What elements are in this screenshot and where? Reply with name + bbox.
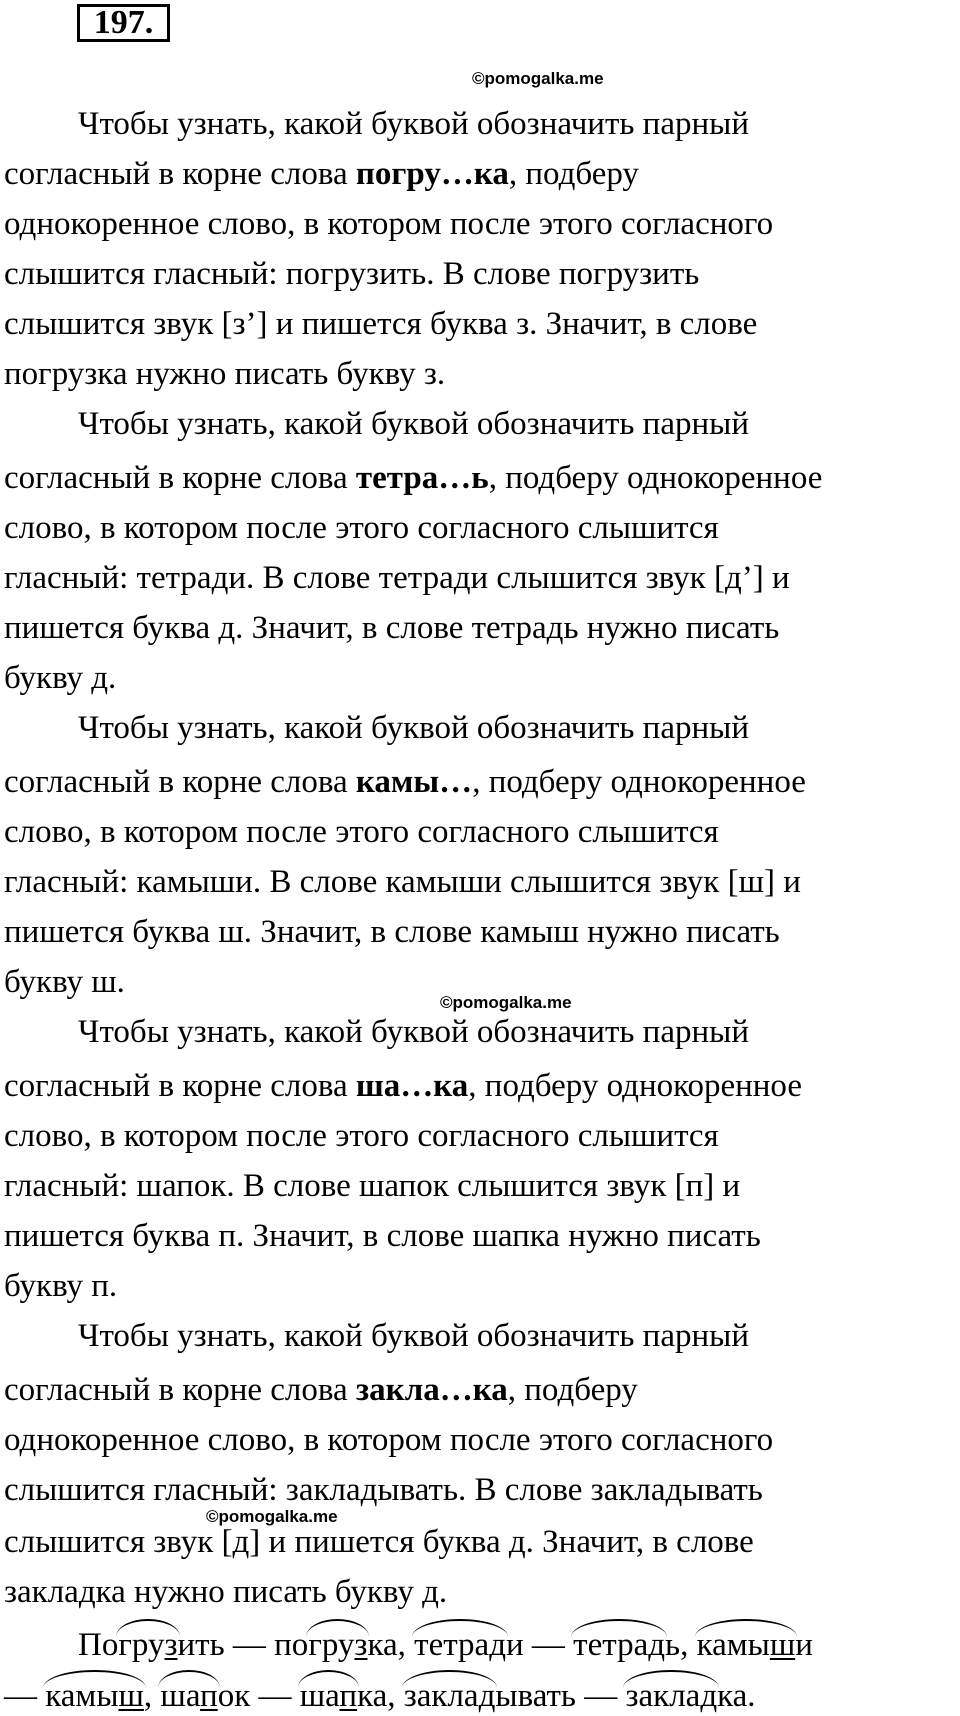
paragraph-4-line: пишется буква п. Значит, в слове шапка нужно писать bbox=[4, 1218, 761, 1254]
paragraph-1-line: слышится гласный: погрузить. В слове погрузить bbox=[4, 256, 700, 292]
watermark: ©pomogalka.me bbox=[206, 1507, 338, 1526]
summary-line: По грузить — по грузка, тетради — тетрадь, камыши bbox=[78, 1625, 813, 1665]
paragraph-5-line: слышится звук [д] и пишется буква д. Значит, в слове bbox=[4, 1524, 754, 1560]
paragraph-5-line: закладка нужно писать букву д. bbox=[4, 1574, 448, 1610]
paragraph-4-line: согласный в корне слова ша…ка, подберу однокоренное bbox=[4, 1068, 802, 1104]
watermark: ©pomogalka.me bbox=[440, 993, 572, 1012]
task-number: 197. bbox=[77, 4, 170, 42]
root-arc bbox=[695, 1619, 798, 1637]
paragraph-4-line: букву п. bbox=[4, 1268, 118, 1304]
paragraph-5-line: согласный в корне слова закла…ка, подберу bbox=[4, 1372, 638, 1408]
paragraph-2-line: согласный в корне слова тетра…ь, подберу однокоренное bbox=[4, 460, 823, 496]
summary-line: — камыш, шапок — шапка, закладывать — закладка. bbox=[4, 1676, 756, 1716]
word-root: шап bbox=[300, 1676, 357, 1716]
paragraph-3-line: букву ш. bbox=[4, 964, 125, 1000]
root-arc bbox=[298, 1670, 359, 1688]
word-root: камыш bbox=[45, 1676, 144, 1716]
word-root: шап bbox=[160, 1676, 217, 1716]
watermark: ©pomogalka.me bbox=[472, 69, 604, 88]
word-with-gap: погру…ка bbox=[355, 156, 509, 192]
root-arc bbox=[158, 1670, 219, 1688]
paragraph-5-line: Чтобы узнать, какой буквой обозначить парный bbox=[78, 1318, 749, 1354]
paragraph-1-line: согласный в корне слова погру…ка, подберу bbox=[4, 156, 639, 192]
paragraph-1-line: слышится звук [з’] и пишется буква з. Значит, в слове bbox=[4, 306, 758, 342]
word-root: камыш bbox=[697, 1625, 796, 1665]
paragraph-2-line: Чтобы узнать, какой буквой обозначить парный bbox=[78, 406, 749, 442]
paragraph-2-line: букву д. bbox=[4, 660, 117, 696]
root-arc bbox=[402, 1670, 498, 1688]
word-root: груз bbox=[308, 1625, 367, 1665]
word-root: заклад bbox=[404, 1676, 496, 1716]
root-arc bbox=[116, 1619, 179, 1637]
paragraph-2-line: пишется буква д. Значит, в слове тетрадь нужно писать bbox=[4, 610, 780, 646]
word-with-gap: тетра…ь bbox=[355, 460, 489, 496]
word-root: тетрад bbox=[573, 1625, 665, 1665]
paragraph-3-line: Чтобы узнать, какой буквой обозначить парный bbox=[78, 710, 749, 746]
paragraph-2-line: слово, в котором после этого согласного слышится bbox=[4, 510, 719, 546]
root-arc bbox=[571, 1619, 667, 1637]
word-with-gap: камы… bbox=[355, 764, 473, 800]
paragraph-1-line: Чтобы узнать, какой буквой обозначить парный bbox=[78, 106, 749, 142]
word-root: тетрад bbox=[414, 1625, 506, 1665]
root-arc bbox=[623, 1670, 719, 1688]
paragraph-3-line: слово, в котором после этого согласного слышится bbox=[4, 814, 719, 850]
word-with-gap: ша…ка bbox=[355, 1068, 469, 1104]
word-with-gap: закла…ка bbox=[355, 1372, 508, 1408]
paragraph-3-line: гласный: камыши. В слове камыши слышится звук [ш] и bbox=[4, 864, 801, 900]
paragraph-4-line: гласный: шапок. В слове шапок слышится звук [п] и bbox=[4, 1168, 741, 1204]
root-arc bbox=[306, 1619, 369, 1637]
root-arc bbox=[412, 1619, 508, 1637]
root-arc bbox=[43, 1670, 146, 1688]
paragraph-5-line: однокоренное слово, в котором после этого согласного bbox=[4, 1422, 774, 1458]
paragraph-4-line: Чтобы узнать, какой буквой обозначить парный bbox=[78, 1014, 749, 1050]
word-root: заклад bbox=[625, 1676, 717, 1716]
paragraph-2-line: гласный: тетради. В слове тетради слышится звук [д’] и bbox=[4, 560, 790, 596]
word-root: груз bbox=[118, 1625, 177, 1665]
paragraph-3-line: пишется буква ш. Значит, в слове камыш нужно писать bbox=[4, 914, 780, 950]
paragraph-4-line: слово, в котором после этого согласного слышится bbox=[4, 1118, 719, 1154]
paragraph-5-line: слышится гласный: закладывать. В слове закладывать bbox=[4, 1472, 763, 1508]
paragraph-3-line: согласный в корне слова камы…, подберу однокоренное bbox=[4, 764, 806, 800]
paragraph-1-line: однокоренное слово, в котором после этого согласного bbox=[4, 206, 774, 242]
paragraph-1-line: погрузка нужно писать букву з. bbox=[4, 356, 446, 392]
